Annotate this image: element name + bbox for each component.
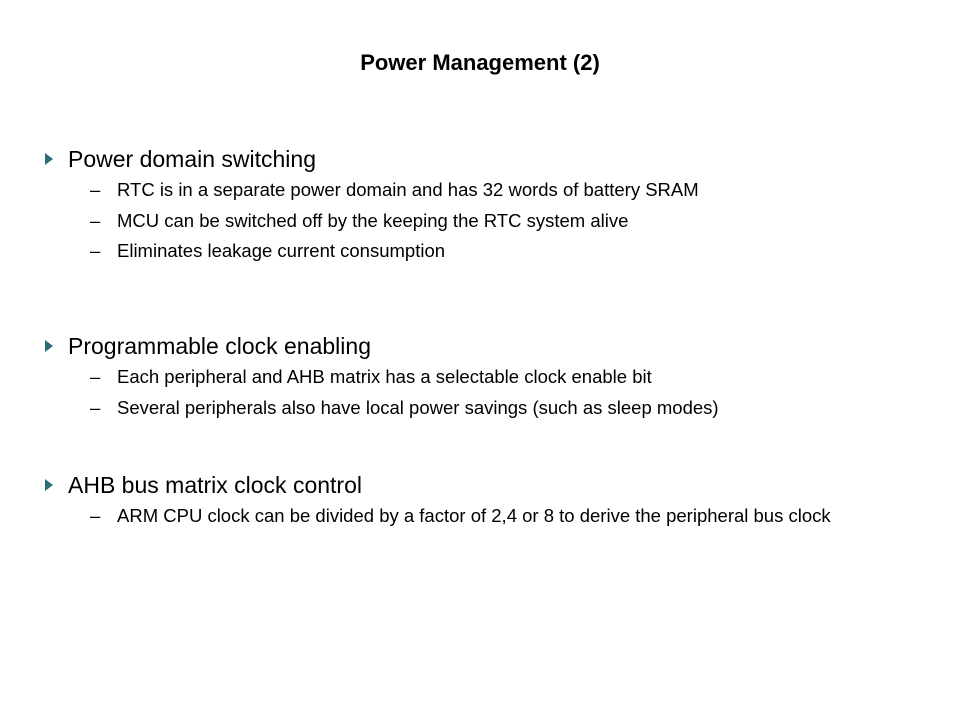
sub-list [44, 175, 924, 267]
list-item [44, 501, 924, 532]
dash-marker: – [90, 240, 101, 261]
dash-marker: – [90, 505, 101, 526]
bullet-row [44, 330, 924, 362]
dash-marker: – [90, 396, 101, 418]
section-programmable-clock-enabling [44, 330, 924, 423]
list-item-text: RTC is in a separate power domain and has 32 words of battery SRAM [117, 179, 699, 200]
list-item [44, 236, 924, 267]
list-item-text: ARM CPU clock can be divided by a factor of 2,4 or 8 to derive the peripheral bus clock [117, 505, 831, 526]
bullet-row [44, 469, 924, 501]
triangle-right-icon [44, 340, 54, 352]
list-item-text: Several peripherals also have local power savings (such as sleep modes) [117, 396, 719, 418]
bullet-heading: Programmable clock enabling [68, 333, 371, 359]
bullet-heading: AHB bus matrix clock control [68, 472, 362, 498]
list-item [44, 206, 924, 237]
list-item [44, 175, 924, 206]
triangle-right-icon [44, 479, 54, 491]
list-item [44, 362, 924, 393]
list-item-text: Eliminates leakage current consumption [117, 240, 446, 261]
section-power-domain-switching [44, 143, 924, 267]
dash-marker: – [90, 209, 101, 231]
bullet-row [44, 143, 924, 175]
bullet-heading: Power domain switching [68, 146, 317, 172]
slide-title: Power Management (2) [360, 50, 600, 75]
list-item [44, 393, 924, 424]
dash-marker: – [90, 179, 101, 200]
triangle-right-icon [44, 153, 54, 165]
sub-list [44, 501, 924, 532]
list-item-text: Each peripheral and AHB matrix has a selectable clock enable bit [117, 366, 652, 387]
section-ahb-bus-matrix-clock-control [44, 469, 924, 532]
dash-marker: – [90, 366, 101, 387]
list-item-text: MCU can be switched off by the keeping the RTC system alive [117, 209, 629, 231]
sub-list [44, 362, 924, 423]
